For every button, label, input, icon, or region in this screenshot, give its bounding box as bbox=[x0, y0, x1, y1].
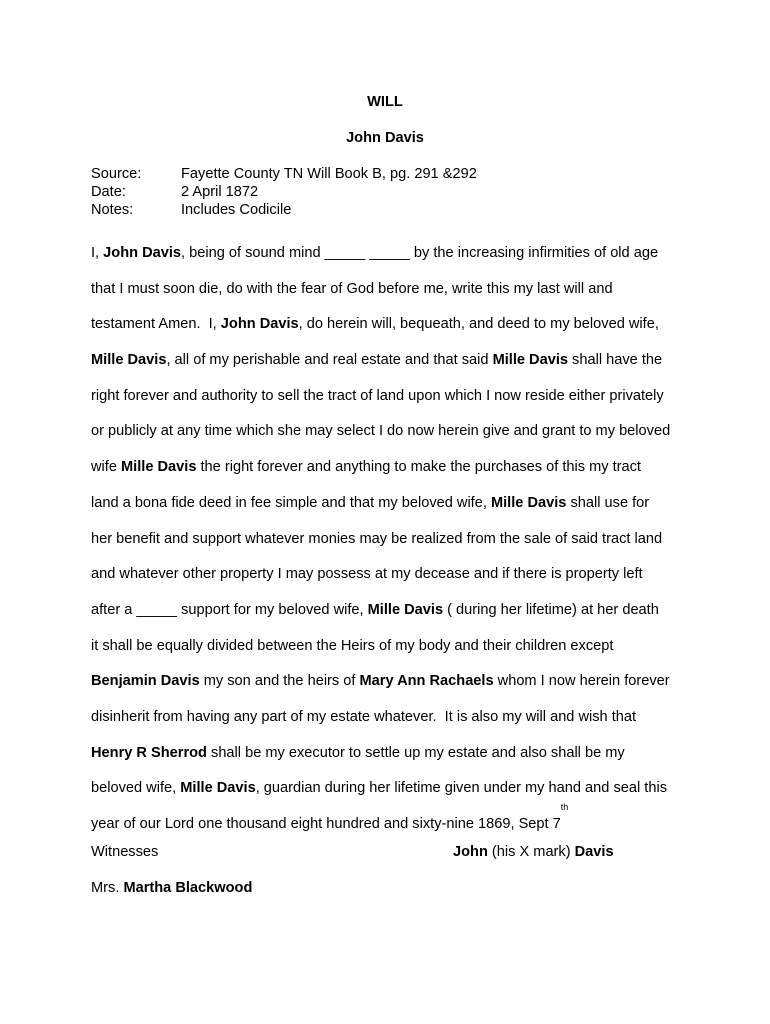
text-run: , all of my perishable and real estate and that said bbox=[166, 352, 493, 369]
text-run: it shall be equally divided between the Heirs of my body and their children except bbox=[91, 637, 614, 654]
body-line bbox=[91, 802, 679, 843]
body-line bbox=[91, 629, 679, 665]
signature-mark: (his X mark) bbox=[487, 844, 575, 860]
testator-signature bbox=[453, 843, 614, 861]
body-line bbox=[91, 664, 679, 700]
witness-name bbox=[91, 879, 252, 897]
meta-value: Fayette County TN Will Book B, pg. 291 &292 bbox=[181, 166, 477, 182]
witness-full-name: Martha Blackwood bbox=[123, 880, 253, 896]
meta-row-date bbox=[91, 183, 477, 201]
metadata-block bbox=[91, 165, 477, 219]
body-line bbox=[91, 272, 679, 308]
meta-label: Notes: bbox=[91, 202, 134, 218]
meta-row-source bbox=[91, 165, 477, 183]
text-run: , do herein will, bequeath, and deed to my beloved wife, bbox=[298, 316, 659, 333]
signature-first-name: John bbox=[453, 844, 488, 860]
testator-name-heading: John Davis bbox=[346, 130, 424, 146]
witnesses-label: Witnesses bbox=[91, 844, 159, 860]
text-run: disinherit from having any part of my estate whatever. It is also my will and wish that bbox=[91, 708, 637, 725]
body-line bbox=[91, 414, 679, 450]
person-name: Mille Davis bbox=[180, 780, 256, 797]
signature-last-name: Davis bbox=[574, 844, 614, 860]
text-run: the right forever and anything to make the purchases of this my tract bbox=[196, 459, 641, 476]
person-name: Mille Davis bbox=[492, 352, 568, 369]
meta-row-notes bbox=[91, 201, 477, 219]
text-run: beloved wife, bbox=[91, 780, 181, 797]
person-name: Mary Ann Rachaels bbox=[359, 673, 494, 690]
text-run: shall have the bbox=[568, 352, 663, 369]
body-line bbox=[91, 557, 679, 593]
text-run: her benefit and support whatever monies may be realized from the sale of said tract land bbox=[91, 530, 663, 547]
person-name: Mille Davis bbox=[490, 494, 567, 511]
ordinal-suffix: th bbox=[560, 802, 569, 812]
will-body bbox=[91, 236, 679, 843]
text-run: , being of sound mind _____ _____ by the increasing infirmities of old age bbox=[181, 245, 659, 261]
person-name: Mille Davis bbox=[91, 352, 167, 369]
body-line bbox=[91, 236, 679, 272]
person-name: Mille Davis bbox=[367, 601, 444, 618]
person-name: Mille Davis bbox=[121, 459, 197, 476]
text-run: wife bbox=[91, 459, 122, 476]
text-run: and whatever other property I may possess at my decease and if there is property left bbox=[91, 566, 643, 583]
body-line bbox=[91, 307, 679, 343]
body-line bbox=[91, 486, 679, 522]
body-line bbox=[91, 343, 679, 379]
text-run: I, bbox=[91, 245, 104, 261]
text-run: testament Amen. I, bbox=[91, 316, 221, 333]
body-line bbox=[91, 379, 679, 415]
person-name: Henry R Sherrod bbox=[91, 744, 207, 761]
text-run: my son and the heirs of bbox=[199, 673, 360, 690]
text-run: ( during her lifetime) at her death bbox=[443, 601, 659, 618]
person-name: John Davis bbox=[220, 316, 299, 333]
meta-label: Date: bbox=[91, 184, 126, 200]
text-run: , guardian during her lifetime given under my hand and seal this bbox=[255, 780, 667, 797]
witness-prefix: Mrs. bbox=[91, 880, 124, 896]
text-run: land a bona fide deed in fee simple and that my beloved wife, bbox=[91, 494, 491, 511]
document-title: WILL bbox=[367, 94, 403, 110]
text-run: shall use for bbox=[566, 494, 650, 511]
body-line bbox=[91, 736, 679, 772]
body-line bbox=[91, 771, 679, 807]
body-line bbox=[91, 522, 679, 558]
witness-signature-row bbox=[91, 843, 679, 861]
text-run: right forever and authority to sell the tract of land upon which I now reside either privately bbox=[91, 387, 664, 404]
person-name: Benjamin Davis bbox=[91, 673, 200, 690]
body-line bbox=[91, 450, 679, 486]
meta-value: Includes Codicile bbox=[181, 202, 292, 218]
meta-value: 2 April 1872 bbox=[181, 184, 259, 200]
text-run: after a _____ support for my beloved wife, bbox=[91, 601, 368, 618]
text-run: that I must soon die, do with the fear of God before me, write this my last will and bbox=[91, 280, 613, 297]
body-line bbox=[91, 593, 679, 629]
text-run: or publicly at any time which she may select I do now herein give and grant to my beloved bbox=[91, 423, 671, 440]
text-run: shall be my executor to settle up my estate and also shall be my bbox=[206, 744, 625, 761]
person-name: John Davis bbox=[103, 245, 182, 261]
text-run: whom I now herein forever bbox=[493, 673, 670, 690]
body-line bbox=[91, 700, 679, 736]
text-run: year of our Lord one thousand eight hundred and sixty-nine 1869, Sept 7 bbox=[91, 816, 561, 832]
meta-label: Source: bbox=[91, 166, 142, 182]
